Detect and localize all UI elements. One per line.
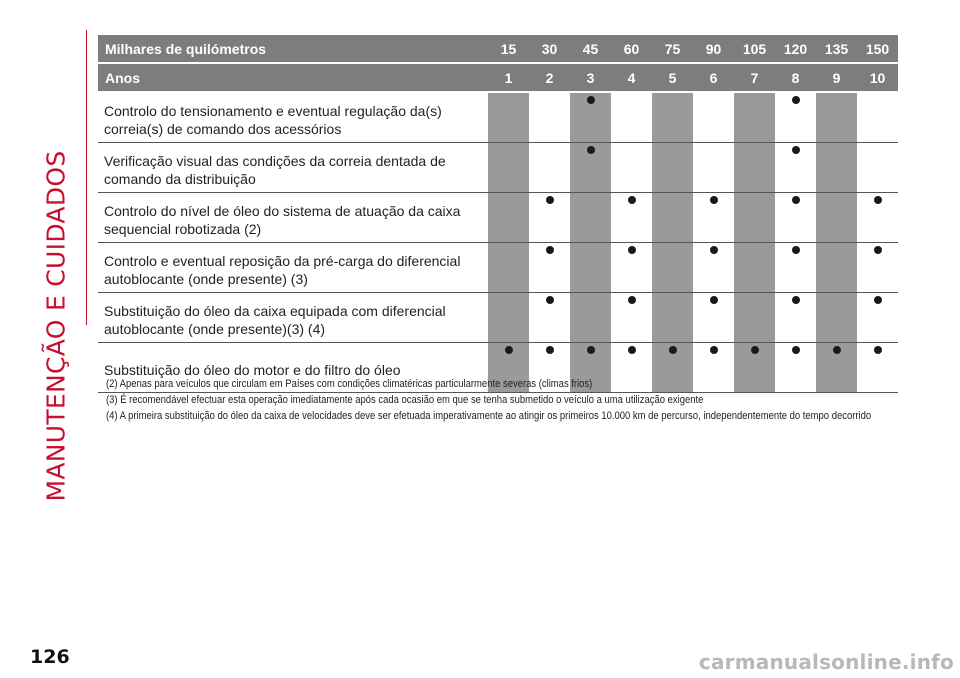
header-year-value: 9 [816, 63, 857, 92]
header-row-km [98, 35, 898, 63]
header-year-value: 4 [611, 63, 652, 92]
schedule-cell [734, 92, 775, 143]
scheduled-dot-icon [546, 296, 554, 304]
scheduled-dot-icon [792, 196, 800, 204]
schedule-cell [611, 193, 652, 243]
table-row [98, 193, 898, 243]
schedule-cell [488, 243, 529, 293]
header-year-value: 5 [652, 63, 693, 92]
header-km-value: 75 [652, 35, 693, 63]
schedule-cell [734, 143, 775, 193]
footnote: (4) A primeira substituição do óleo da caixa de velocidades deve ser efetuada imperativamente ao atingir os primeiros 10.000 km de percurso, independentemente do tempo decorrido [106, 410, 872, 422]
scheduled-dot-icon [874, 346, 882, 354]
scheduled-dot-icon [792, 246, 800, 254]
header-year-value: 6 [693, 63, 734, 92]
schedule-cell [734, 193, 775, 243]
scheduled-dot-icon [792, 296, 800, 304]
schedule-cell [611, 92, 652, 143]
scheduled-dot-icon [833, 346, 841, 354]
header-km-value: 150 [857, 35, 898, 63]
schedule-cell [570, 193, 611, 243]
scheduled-dot-icon [587, 146, 595, 154]
header-km-value: 105 [734, 35, 775, 63]
scheduled-dot-icon [710, 296, 718, 304]
scheduled-dot-icon [792, 346, 800, 354]
schedule-cell [734, 293, 775, 343]
maintenance-schedule-table [98, 35, 898, 393]
schedule-cell [816, 293, 857, 343]
schedule-cell [611, 243, 652, 293]
page-number: 126 [30, 646, 70, 668]
section-divider [86, 30, 87, 325]
schedule-cell [857, 243, 898, 293]
schedule-cell [775, 293, 816, 343]
schedule-cell [570, 243, 611, 293]
schedule-cell [611, 293, 652, 343]
footnote: (3) É recomendável efectuar esta operação imediatamente após cada ocasião em que se tenha submetido o veículo a uma utilização exigente [106, 394, 704, 406]
schedule-cell [652, 243, 693, 293]
table-row [98, 243, 898, 293]
scheduled-dot-icon [874, 246, 882, 254]
header-year-value: 3 [570, 63, 611, 92]
schedule-cell [816, 143, 857, 193]
table-row [98, 92, 898, 143]
scheduled-dot-icon [792, 96, 800, 104]
schedule-cell [857, 92, 898, 143]
scheduled-dot-icon [751, 346, 759, 354]
scheduled-dot-icon [505, 346, 513, 354]
header-year-value: 8 [775, 63, 816, 92]
schedule-cell [857, 143, 898, 193]
schedule-cell [775, 92, 816, 143]
row-label: Substituição do óleo da caixa equipada com diferencial autoblocante (onde presente)(3) (4) [98, 293, 488, 343]
header-km-value: 135 [816, 35, 857, 63]
table-row [98, 293, 898, 343]
schedule-cell [488, 193, 529, 243]
schedule-cell [857, 193, 898, 243]
scheduled-dot-icon [628, 346, 636, 354]
scheduled-dot-icon [546, 346, 554, 354]
header-year-value: 10 [857, 63, 898, 92]
scheduled-dot-icon [710, 196, 718, 204]
scheduled-dot-icon [874, 196, 882, 204]
row-label: Verificação visual das condições da correia dentada de comando da distribuição [98, 143, 488, 193]
header-km-value: 15 [488, 35, 529, 63]
schedule-cell [488, 143, 529, 193]
schedule-cell [529, 92, 570, 143]
schedule-cell [693, 293, 734, 343]
schedule-cell [816, 92, 857, 143]
row-label: Controlo do tensionamento e eventual regulação da(s) correia(s) de comando dos acessórios [98, 92, 488, 143]
schedule-cell [816, 243, 857, 293]
header-km-value: 90 [693, 35, 734, 63]
schedule-cell [529, 143, 570, 193]
schedule-cell [775, 243, 816, 293]
header-year-value: 1 [488, 63, 529, 92]
schedule-cell [652, 143, 693, 193]
schedule-cell [488, 293, 529, 343]
row-label: Controlo e eventual reposição da pré-carga do diferencial autoblocante (onde presente) (3) [98, 243, 488, 293]
schedule-cell [652, 293, 693, 343]
header-year-value: 2 [529, 63, 570, 92]
scheduled-dot-icon [628, 296, 636, 304]
schedule-cell [529, 193, 570, 243]
footnotes [106, 378, 897, 426]
row-label: Controlo do nível de óleo do sistema de atuação da caixa sequencial robotizada (2) [98, 193, 488, 243]
schedule-cell [611, 143, 652, 193]
header-row-years [98, 63, 898, 92]
schedule-cell [488, 92, 529, 143]
header-years-label: Anos [98, 63, 488, 92]
schedule-cell [570, 143, 611, 193]
schedule-cell [693, 92, 734, 143]
header-km-value: 30 [529, 35, 570, 63]
header-km-value: 45 [570, 35, 611, 63]
scheduled-dot-icon [546, 246, 554, 254]
scheduled-dot-icon [546, 196, 554, 204]
watermark: carmanualsonline.info [698, 650, 954, 674]
footnote: (2) Apenas para veículos que circulam em Países com condições climatéricas particularmente severas (climas frios) [106, 378, 593, 390]
schedule-cell [570, 92, 611, 143]
schedule-cell [570, 293, 611, 343]
header-year-value: 7 [734, 63, 775, 92]
scheduled-dot-icon [874, 296, 882, 304]
scheduled-dot-icon [628, 246, 636, 254]
schedule-cell [734, 243, 775, 293]
schedule-cell [693, 143, 734, 193]
table-row [98, 143, 898, 193]
header-km-value: 60 [611, 35, 652, 63]
scheduled-dot-icon [587, 346, 595, 354]
scheduled-dot-icon [792, 146, 800, 154]
schedule-cell [857, 293, 898, 343]
schedule-cell [775, 193, 816, 243]
scheduled-dot-icon [669, 346, 677, 354]
scheduled-dot-icon [710, 246, 718, 254]
section-title-text: MANUTENÇÃO E CUIDADOS [41, 150, 71, 502]
scheduled-dot-icon [710, 346, 718, 354]
schedule-cell [652, 193, 693, 243]
schedule-cell [529, 243, 570, 293]
schedule-cell [816, 193, 857, 243]
header-km-label: Milhares de quilómetros [98, 35, 488, 63]
schedule-cell [529, 293, 570, 343]
schedule-cell [652, 92, 693, 143]
header-km-value: 120 [775, 35, 816, 63]
schedule-cell [775, 143, 816, 193]
schedule-cell [693, 193, 734, 243]
scheduled-dot-icon [587, 96, 595, 104]
row-label: Substituição do óleo do motor e do filtro do óleo [98, 343, 488, 393]
schedule-cell [693, 243, 734, 293]
scheduled-dot-icon [628, 196, 636, 204]
